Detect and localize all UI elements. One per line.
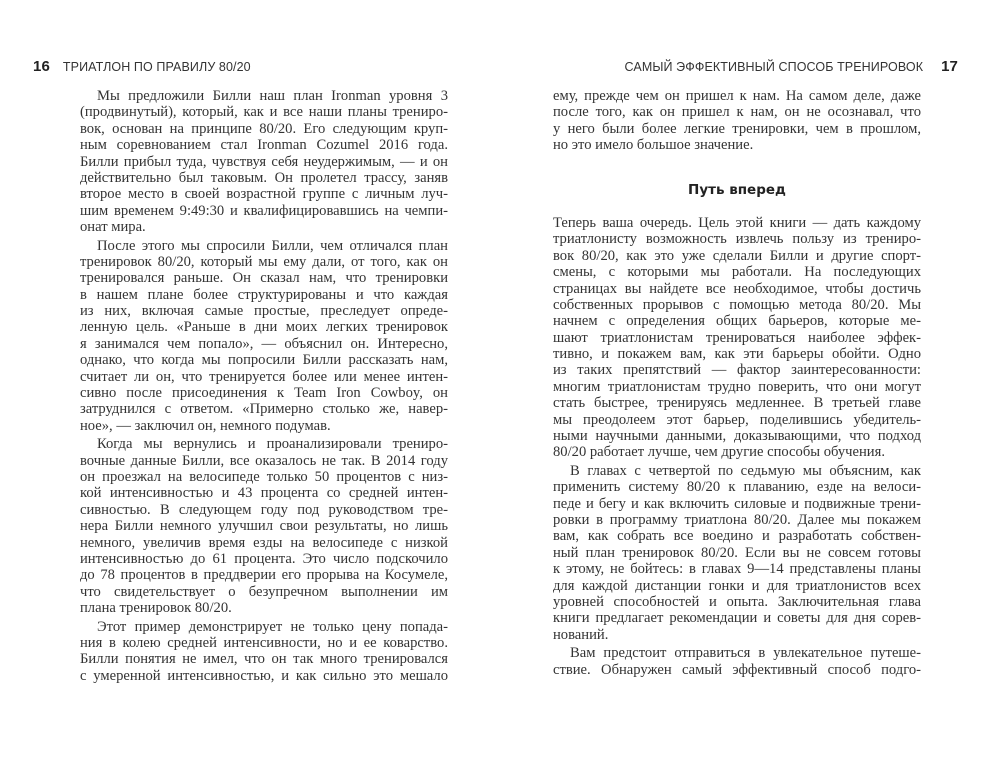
- text-line: тренировался раньше. Он сказал нам, что тренировки: [80, 270, 448, 287]
- text-line: кой интенсивностью и 43 процента со средней интен-: [80, 485, 448, 502]
- left-paragraphs: [80, 88, 448, 684]
- right-intro-paragraphs: [553, 88, 921, 154]
- text-line: к этому, не бойтесь: в главах 9—14 представлены планы: [553, 561, 921, 578]
- text-line: уровней способностей и опыта. Заключительная глава: [553, 593, 921, 610]
- text-line: ему, прежде чем он пришел к нам. На самом деле, даже: [553, 88, 921, 104]
- text-line: второе место в своей возрастной группе с личным луч-: [80, 186, 448, 203]
- paragraph: [553, 215, 921, 461]
- paragraph: [553, 645, 921, 678]
- text-line: шим временем 9:49:30 и квалифицировавшись на чемпи-: [80, 202, 448, 219]
- right-running-title: САМЫЙ ЭФФЕКТИВНЫЙ СПОСОБ ТРЕНИРОВОК: [624, 60, 924, 74]
- text-line: вок, основан на принципе 80/20. Его следующим круп-: [80, 120, 448, 137]
- text-line: немного, увеличив время езды на велосипеде с низкой: [80, 534, 448, 551]
- text-line: вам, как собрать все воедино и разработать собствен-: [553, 528, 921, 545]
- text-line: После этого мы спросили Билли, чем отличался план: [97, 237, 448, 254]
- left-page-body: [80, 88, 448, 686]
- text-line: сивно после присоединения к Team Iron Cowboy, он: [80, 385, 448, 402]
- text-line: Когда мы вернулись и проанализировали трениро-: [97, 436, 448, 453]
- text-line: смены, с которыми мы работали. На последующих: [553, 264, 921, 281]
- text-line: Теперь ваша очередь. Цель этой книги — дать каждому: [553, 214, 921, 231]
- paragraph: [80, 88, 448, 236]
- text-line: у него были более легкие тренировки, чем в прошлом,: [553, 120, 921, 137]
- text-line: страницах вы найдете все необходимое, чтобы достичь: [553, 280, 921, 297]
- right-page-number: 17: [941, 58, 958, 75]
- text-line: (продвинутый), который, как и все наши планы трениро-: [80, 104, 448, 121]
- text-line: затруднился с ответом. «Примерно столько же, навер-: [80, 401, 448, 418]
- text-line: мы преодолеем этот барьер, поделившись убедитель-: [553, 411, 921, 428]
- text-line: для каждой дистанции гонки и для триатлонистов всех: [553, 577, 921, 594]
- text-line: педе и бегу и как включить силовые и подвижные трени-: [553, 495, 921, 512]
- text-line: вок 80/20, как это уже сделали Билли и другие спорт-: [553, 247, 921, 264]
- paragraph: [553, 463, 921, 643]
- text-line: Мы предложили Билли наш план Ironman уровня 3: [97, 88, 448, 104]
- paragraph: [80, 436, 448, 616]
- text-line: книги предлагает рекомендации и советы для дня сорев-: [553, 610, 921, 627]
- text-line: Вам предстоит отправиться в увлекательное путеше-: [570, 645, 921, 662]
- text-line: действительно был таковым. Он пролетел трассу, заняв: [80, 169, 448, 186]
- text-line: онат мира.: [80, 219, 146, 236]
- text-line: ными научными данными, доказывающими, что подход: [553, 428, 921, 445]
- text-line: тивно, и покажем вам, как эти барьеры обойти. Одно: [553, 346, 921, 363]
- right-paragraphs: [553, 215, 921, 678]
- text-line: ровки в программу триатлона 80/20. Далее мы покажем: [553, 512, 921, 528]
- text-line: вочные данные Билли, все оказалось не так. В 2014 году: [80, 452, 448, 469]
- text-line: в нашем плане более структурированы и что каждая: [80, 286, 448, 303]
- text-line: Билли понятия не имел, что он так много тренировался: [80, 651, 448, 668]
- right-page-body: [553, 88, 921, 680]
- text-line: многим триатлонистам трудно поверить, что они могут: [553, 378, 921, 395]
- text-line: стать быстрее, тренируясь медленнее. В третьей главе: [553, 395, 921, 412]
- text-line: однако, что когда мы попросили Билли рассказать нам,: [80, 352, 448, 369]
- left-running-title: ТРИАТЛОН ПО ПРАВИЛУ 80/20: [62, 60, 251, 74]
- left-running-header: [33, 58, 251, 75]
- text-line: ный план тренировок 80/20. Если вы не совсем готовы: [553, 544, 921, 561]
- left-page-number: 16: [33, 58, 50, 75]
- text-line: ное», — заключил он, немного подумав.: [80, 417, 331, 434]
- text-line: 80/20 работает лучше, чем другие способы обучения.: [553, 444, 885, 461]
- text-line: начнем с определения общих барьеров, которые ме-: [553, 313, 921, 330]
- text-line: триатлонисту возможность извлечь пользу из трениро-: [553, 231, 921, 248]
- text-line: ленную цель. «Раньше в дни моих легких тренировок: [80, 319, 448, 336]
- text-line: применить систему 80/20 к плаванию, езде на велоси-: [553, 479, 921, 496]
- right-running-header: [625, 58, 958, 75]
- text-line: из таких препятствий — фактор заинтересованности:: [553, 362, 921, 379]
- text-line: интенсивностью до 61 процента. Это число подскочило: [80, 550, 448, 567]
- text-line: тренировок 80/20, который мы ему дали, от того, как он: [80, 253, 448, 270]
- text-line: ным соревнованием стал Ironman Cozumel 2016 года.: [80, 137, 448, 154]
- text-line: после того, как он пришел к нам, он не осознавал, что: [553, 104, 921, 121]
- section-heading: Путь вперед: [688, 181, 786, 198]
- text-line: нований.: [553, 626, 609, 643]
- text-line: сивностью. В следующем году под руководством тре-: [80, 501, 448, 518]
- text-line: Билли прибыл туда, чувствуя себя неудержимым, — и он: [80, 153, 448, 170]
- text-line: до 78 процентов в преддверии его прорыва на Косумеле,: [80, 567, 448, 584]
- text-line: нера Билли немного улучшил свои результаты, но лишь: [80, 518, 448, 535]
- text-line: собственных прорывов с помощью метода 80/20. Мы: [553, 296, 921, 313]
- text-line: плана тренировок 80/20.: [80, 600, 232, 617]
- text-line: он проезжал на велосипеде только 50 процентов с низ-: [80, 468, 448, 485]
- text-line: ния в колею средней интенсивности, но и ее коварство.: [80, 634, 448, 651]
- paragraph: [80, 238, 448, 435]
- text-line: я занимался чем попало», — объяснил он. Интересно,: [80, 335, 448, 352]
- paragraph: [80, 619, 448, 685]
- text-line: В главах с четвертой по седьмую мы объясним, как: [570, 462, 921, 479]
- text-line: Этот пример демонстрирует не только цену попада-: [97, 618, 448, 635]
- text-line: ствие. Обнаружен самый эффективный способ подго-: [553, 661, 921, 678]
- text-line: считает ли он, что тренируется более или менее интен-: [80, 368, 448, 385]
- text-line: но это имело большое значение.: [553, 137, 754, 154]
- text-line: шают триатлонистам тренироваться наиболее эффек-: [553, 329, 921, 346]
- text-line: из них, включая самые простые, преследует опреде-: [80, 303, 448, 320]
- text-line: с умеренной интенсивностью, и как сильно это мешало: [80, 667, 448, 684]
- text-line: что свидетельствует о безупречном выполнении им: [80, 583, 448, 600]
- paragraph: [553, 88, 921, 154]
